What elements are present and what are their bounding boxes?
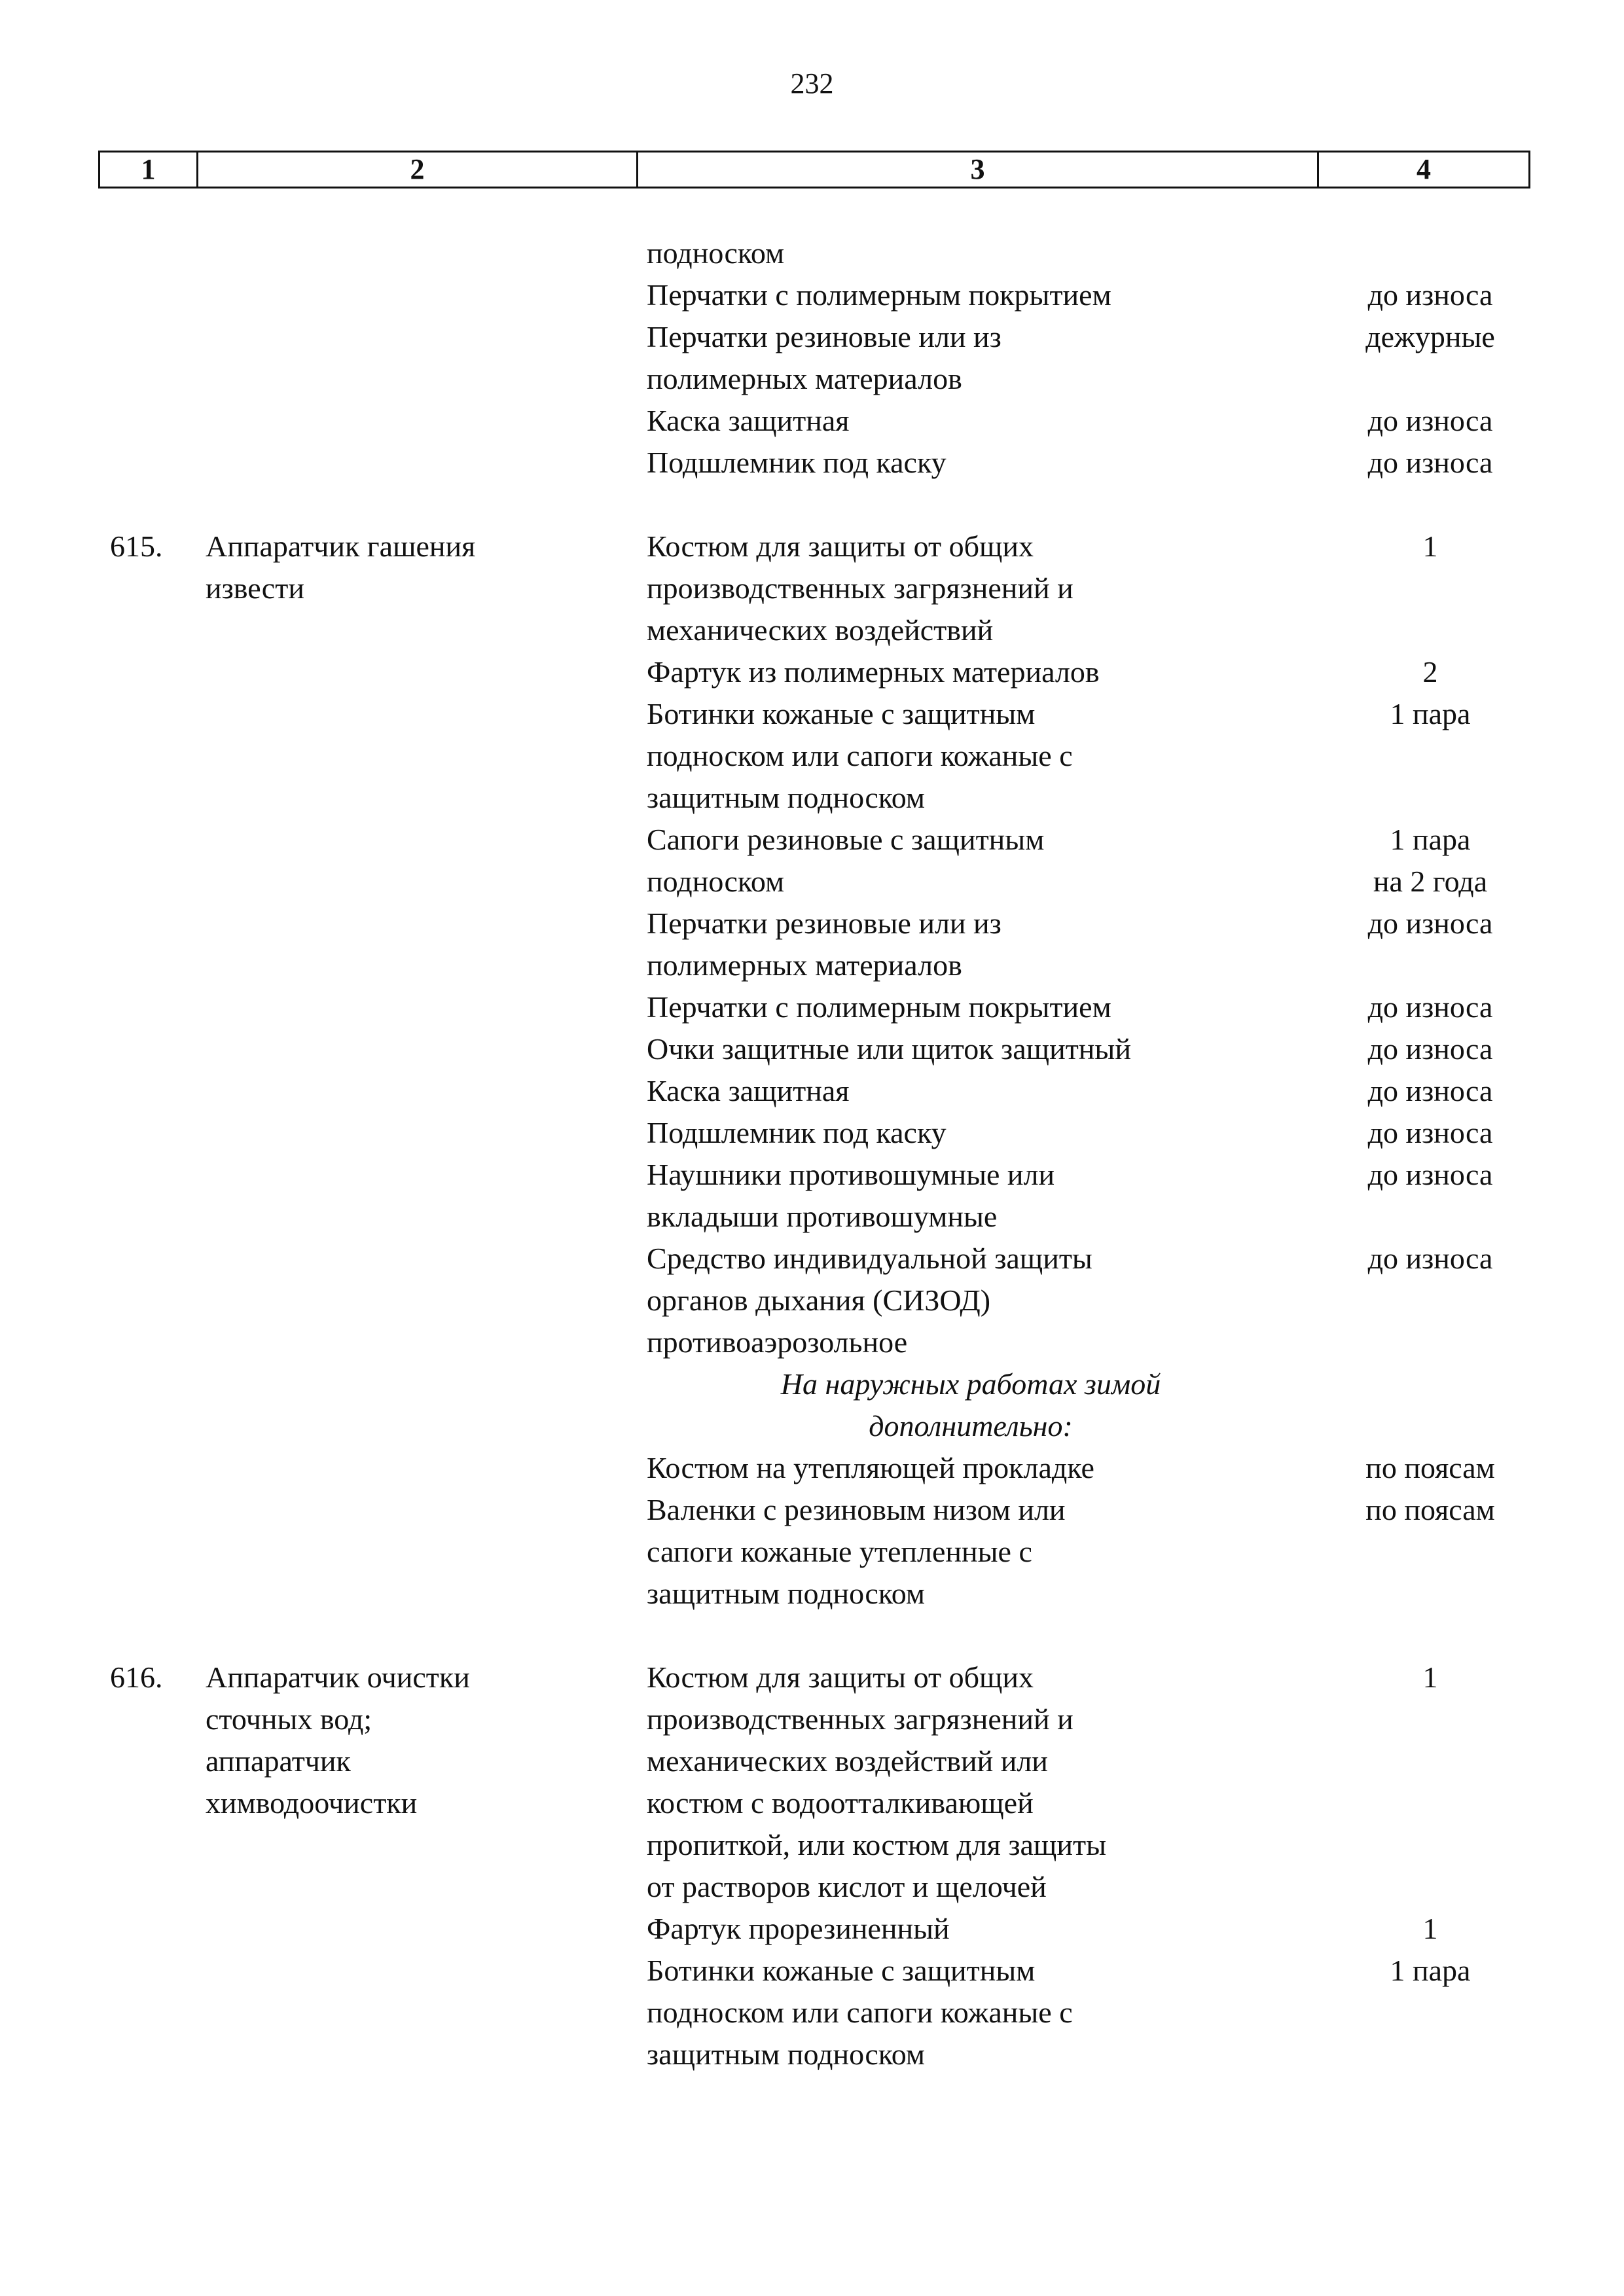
ppe-item-line: Перчатки резиновые или из — [647, 320, 1001, 353]
text-line — [0, 1908, 1624, 1950]
text-line — [0, 609, 1624, 651]
column-header-2: 2 — [198, 152, 638, 188]
issue-norm: 1 — [1422, 1660, 1438, 1694]
ppe-item-line: вкладыши противошумные — [647, 1200, 998, 1233]
text-line — [0, 1740, 1624, 1782]
continued-entry — [0, 232, 1624, 484]
text-line — [0, 1782, 1624, 1824]
text-line — [0, 358, 1624, 400]
text-line — [0, 1070, 1624, 1112]
column-header-4: 4 — [1318, 152, 1530, 188]
text-line — [0, 1489, 1624, 1531]
issue-norm: 1 пара — [1390, 1954, 1471, 1987]
issue-norm: по поясам — [1365, 1493, 1495, 1526]
text-line — [0, 1028, 1624, 1070]
text-line — [0, 1238, 1624, 1280]
issue-norm: до износа — [1367, 1116, 1493, 1149]
text-line — [0, 1657, 1624, 1698]
ppe-item-line: Перчатки с полимерным покрытием — [647, 990, 1111, 1024]
ppe-item-line: подноском или сапоги кожаные с — [647, 739, 1073, 772]
text-line — [0, 526, 1624, 567]
text-line — [0, 1531, 1624, 1573]
profession-line: сточных вод; — [206, 1702, 372, 1736]
ppe-item-line: подноском — [647, 865, 785, 898]
ppe-item-line: Костюм для защиты от общих — [647, 1660, 1034, 1694]
ppe-item-line: Наушники противошумные или — [647, 1158, 1055, 1191]
issue-norm: до износа — [1367, 278, 1493, 312]
ppe-item-line: от растворов кислот и щелочей — [647, 1870, 1047, 1903]
text-line — [0, 1405, 1624, 1447]
ppe-item-line: полимерных материалов — [647, 948, 962, 982]
ppe-item-line: Средство индивидуальной защиты — [647, 1242, 1092, 1275]
ppe-item-line: защитным подноском — [647, 1577, 925, 1610]
norms-list — [0, 232, 1624, 2075]
text-line — [0, 1698, 1624, 1740]
text-line — [0, 1447, 1624, 1489]
issue-norm: 1 пара — [1390, 697, 1471, 730]
ppe-item-line: Перчатки с полимерным покрытием — [647, 278, 1111, 312]
text-line — [0, 400, 1624, 442]
issue-norm: до износа — [1367, 446, 1493, 479]
profession-line: Аппаратчик очистки — [206, 1660, 470, 1694]
ppe-item-line: органов дыхания (СИЗОД) — [647, 1283, 991, 1317]
text-line — [0, 1280, 1624, 1321]
text-line — [0, 1154, 1624, 1196]
text-line — [0, 1866, 1624, 1908]
text-line — [0, 1196, 1624, 1238]
issue-norm: 2 — [1422, 655, 1438, 689]
issue-norm: до износа — [1367, 1158, 1493, 1191]
text-line — [0, 232, 1624, 274]
text-line — [0, 1824, 1624, 1866]
section-subheading: дополнительно: — [869, 1409, 1073, 1443]
issue-norm: до износа — [1367, 1242, 1493, 1275]
ppe-item-line: защитным подноском — [647, 2037, 925, 2071]
issue-norm: дежурные — [1365, 320, 1495, 353]
ppe-item-line: подноском — [647, 236, 785, 270]
text-line — [0, 2034, 1624, 2075]
ppe-item-line: защитным подноском — [647, 781, 925, 814]
text-line — [0, 274, 1624, 316]
entry-block — [0, 526, 1624, 1615]
issue-norm: до износа — [1367, 1032, 1493, 1066]
ppe-item-line: Подшлемник под каску — [647, 446, 947, 479]
entry-number: 615. — [110, 529, 163, 563]
ppe-item-line: Костюм для защиты от общих — [647, 529, 1034, 563]
ppe-item-line: механических воздействий или — [647, 1744, 1048, 1778]
text-line — [0, 1321, 1624, 1363]
profession-line: извести — [206, 571, 304, 605]
issue-norm: 1 — [1422, 529, 1438, 563]
ppe-item-line: производственных загрязнений и — [647, 1702, 1074, 1736]
profession-line: Аппаратчик гашения — [206, 529, 476, 563]
issue-norm: до износа — [1367, 906, 1493, 940]
ppe-item-line: Фартук из полимерных материалов — [647, 655, 1100, 689]
ppe-item-line: Каска защитная — [647, 404, 850, 437]
issue-norm: до износа — [1367, 1074, 1493, 1107]
text-line — [0, 986, 1624, 1028]
text-line — [0, 1950, 1624, 1992]
profession-line: аппаратчик — [206, 1744, 351, 1778]
ppe-item-line: противоаэрозольное — [647, 1325, 908, 1359]
profession-line: химводоочистки — [206, 1786, 418, 1820]
text-line — [0, 442, 1624, 484]
text-line — [0, 1363, 1624, 1405]
column-header-1: 1 — [99, 152, 198, 188]
text-line — [0, 944, 1624, 986]
text-line — [0, 819, 1624, 861]
ppe-item-line: полимерных материалов — [647, 362, 962, 395]
ppe-item-line: Сапоги резиновые с защитным — [647, 823, 1045, 856]
text-line — [0, 651, 1624, 693]
ppe-item-line: Фартук прорезиненный — [647, 1912, 950, 1945]
text-line — [0, 777, 1624, 819]
column-header-table — [98, 151, 1530, 188]
column-header-3: 3 — [638, 152, 1318, 188]
issue-norm: на 2 года — [1373, 865, 1488, 898]
text-line — [0, 1992, 1624, 2034]
ppe-item-line: Ботинки кожаные с защитным — [647, 697, 1036, 730]
page-number: 232 — [790, 67, 834, 99]
ppe-item-line: сапоги кожаные утепленные с — [647, 1535, 1032, 1568]
ppe-item-line: пропиткой, или костюм для защиты — [647, 1828, 1106, 1861]
issue-norm: 1 пара — [1390, 823, 1471, 856]
ppe-item-line: Костюм на утепляющей прокладке — [647, 1451, 1094, 1484]
text-line — [0, 1112, 1624, 1154]
ppe-item-line: производственных загрязнений и — [647, 571, 1074, 605]
text-line — [0, 903, 1624, 944]
text-line — [0, 567, 1624, 609]
issue-norm: по поясам — [1365, 1451, 1495, 1484]
issue-norm: 1 — [1422, 1912, 1438, 1945]
ppe-item-line: Каска защитная — [647, 1074, 850, 1107]
ppe-item-line: костюм с водоотталкивающей — [647, 1786, 1034, 1820]
text-line — [0, 861, 1624, 903]
issue-norm: до износа — [1367, 990, 1493, 1024]
entry-number: 616. — [110, 1660, 163, 1694]
text-line — [0, 693, 1624, 735]
ppe-item-line: Валенки с резиновым низом или — [647, 1493, 1066, 1526]
entry-block — [0, 1657, 1624, 2075]
text-line — [0, 316, 1624, 358]
text-line — [0, 1573, 1624, 1615]
issue-norm: до износа — [1367, 404, 1493, 437]
section-subheading: На наружных работах зимой — [780, 1367, 1161, 1401]
ppe-item-line: Подшлемник под каску — [647, 1116, 947, 1149]
ppe-item-line: подноском или сапоги кожаные с — [647, 1996, 1073, 2029]
ppe-item-line: Очки защитные или щиток защитный — [647, 1032, 1131, 1066]
ppe-item-line: Перчатки резиновые или из — [647, 906, 1001, 940]
ppe-item-line: Ботинки кожаные с защитным — [647, 1954, 1036, 1987]
text-line — [0, 735, 1624, 777]
ppe-item-line: механических воздействий — [647, 613, 994, 647]
